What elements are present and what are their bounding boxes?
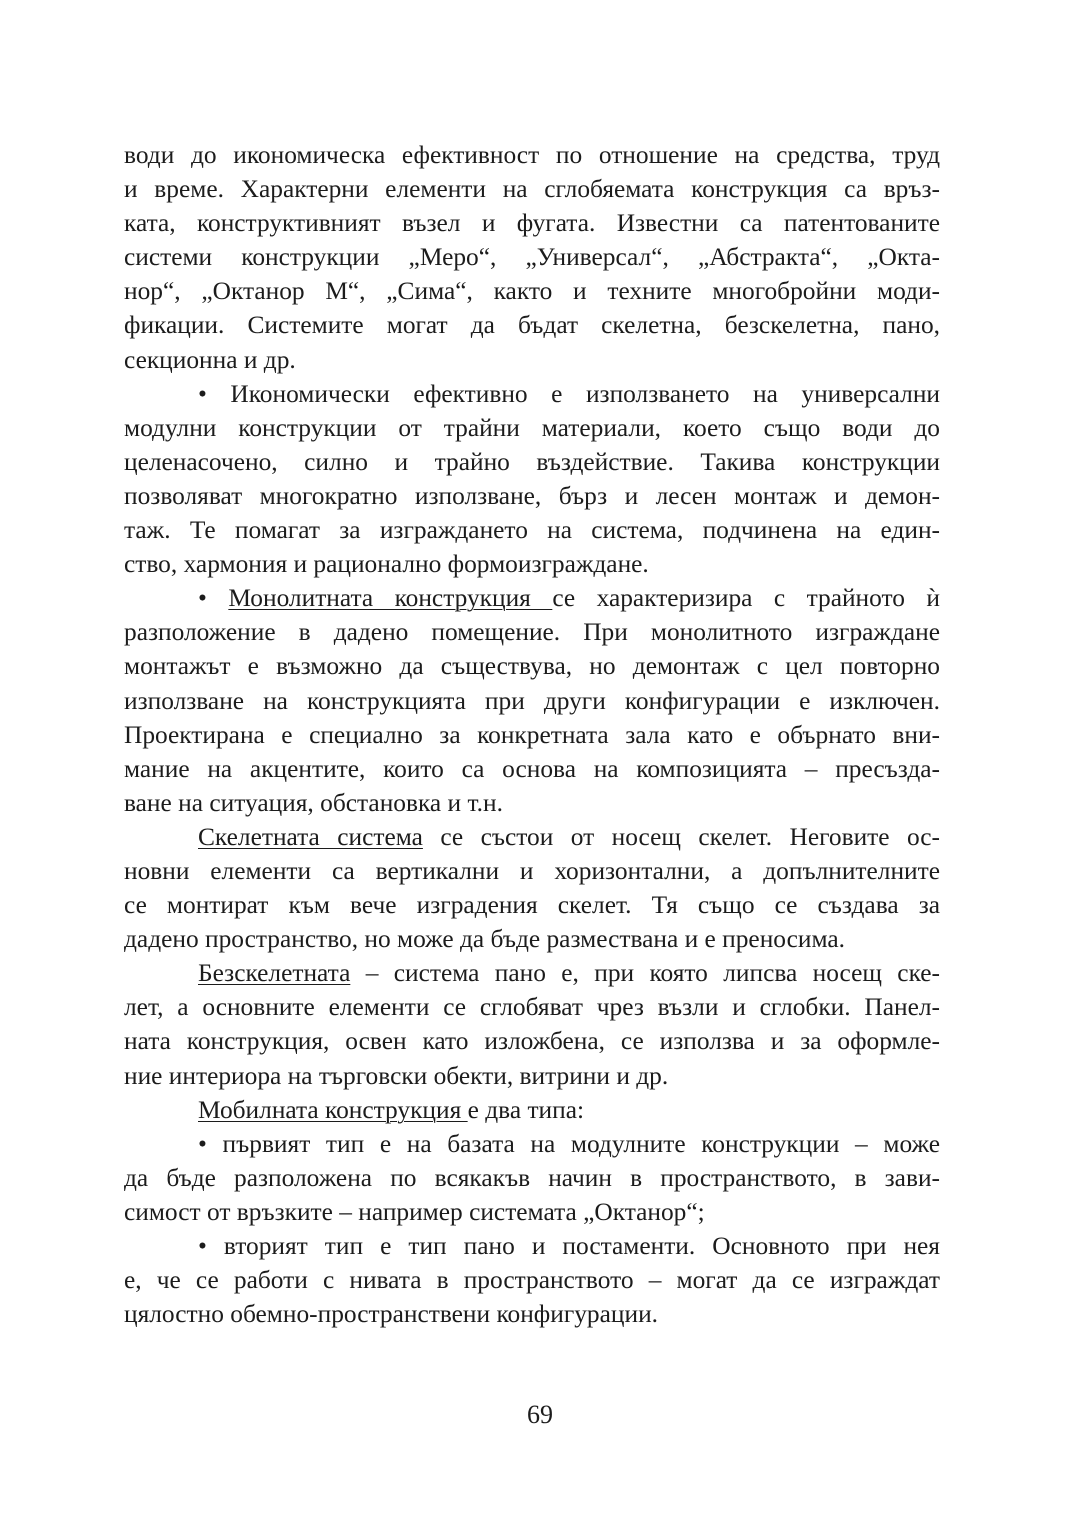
text-line: ване на ситуация, обстановка и т.н. <box>124 788 503 817</box>
text-line: е, че се работи с нивата в пространството – могат да се изграждат <box>124 1266 940 1295</box>
text-line: цялостно обемно-пространствени конфигурации. <box>124 1300 659 1329</box>
text-line: да бъде разположена по всякакъв начин в пространството, в зави- <box>124 1163 940 1192</box>
text-line: дадено пространство, но може да бъде размествана и е преносима. <box>124 925 845 954</box>
text-line: системи конструкции „Меро“, „Универсал“, „Абстракта“, „Окта- <box>124 243 940 272</box>
text-line: ната конструкция, освен като изложбена, се използва и за оформле- <box>124 1027 940 1056</box>
text-line: разположение в дадено помещение. При монолитното изграждане <box>124 618 940 647</box>
text-line: ние интериора на търговски обекти, витрини и др. <box>124 1061 669 1090</box>
text-line-indented: • Икономически ефективно е използването на универсални <box>198 379 940 408</box>
text-line: модулни конструкции от трайни материали, което също води до <box>124 413 940 442</box>
page-number: 69 <box>527 1400 553 1429</box>
text-line-indented: Безскелетната – система пано е, при която липсва носещ ске- <box>198 959 940 988</box>
underlined-term: Мобилната конструкция <box>198 1095 468 1124</box>
text-line-indented: • вторият тип е тип пано и постаменти. Основното при нея <box>198 1232 940 1260</box>
underlined-term: Монолитната конструкция <box>228 584 553 613</box>
body-text <box>124 138 940 1331</box>
text-line: симост от връзките – например системата „Октанор“; <box>124 1197 705 1226</box>
text-line: мание на акцентите, които са основа на композицията – пресъзда- <box>124 754 940 783</box>
text-line: и време. Характерни елементи на сглобяемата конструкция са връз- <box>124 175 940 204</box>
text-line: води до икономическа ефективност по отношение на средства, труд <box>124 141 940 169</box>
text-line: секционна и др. <box>124 345 296 374</box>
text-line: монтажът е възможно да съществува, но демонтаж с цел повторно <box>124 652 940 681</box>
text-line-indented: Мобилната конструкция е два типа: <box>198 1095 585 1124</box>
text-line: използване на конструкцията при други конфигурации е изключен. <box>124 686 940 715</box>
text-line: лет, а основните елементи се сглобяват чрез възли и сглобки. Панел- <box>124 993 940 1022</box>
text-line: целенасочено, силно и трайно въздействие. Такива конструкции <box>124 447 940 476</box>
text-line-indented: Скелетната система се състои от носещ скелет. Неговите ос- <box>198 822 941 851</box>
text-line: позволяват многократно използване, бърз и лесен монтаж и демон- <box>124 481 940 510</box>
text-line: таж. Те помагат за изграждането на система, подчинена на един- <box>124 516 940 545</box>
text-line: Проектирана е специално за конкретната зала като е обърнато вни- <box>124 720 940 749</box>
text-line-indented: • Монолитната конструкция се характеризира с трайното ѝ <box>198 584 940 613</box>
text-line: ката, конструктивният възел и фугата. Известни са патентованите <box>124 209 940 238</box>
text-line: новни елементи са вертикални и хоризонтални, а допълнителните <box>124 856 940 885</box>
text-line: фикации. Системите могат да бъдат скелетна, безскелетна, пано, <box>124 311 940 340</box>
text-line: ство, хармония и рационално формоизграждане. <box>124 550 649 579</box>
text-line-indented: • първият тип е на базата на модулните конструкции – може <box>198 1129 940 1158</box>
text-line: нор“, „Октанор М“, „Сима“, както и техните многобройни моди- <box>124 277 940 306</box>
underlined-term: Безскелетната <box>198 959 351 988</box>
text-line: се монтират към вече изградения скелет. Тя също се създава за <box>124 891 940 920</box>
underlined-term: Скелетната система <box>198 822 423 851</box>
